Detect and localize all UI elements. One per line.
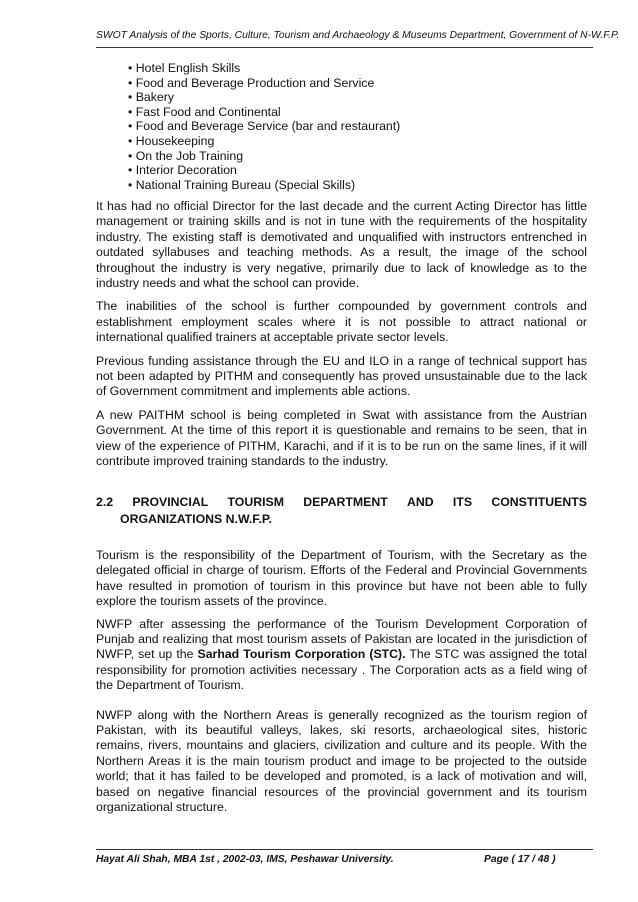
page-number: Page ( 17 / 48 ) bbox=[484, 854, 556, 865]
paragraph-text: The STC was assigned the total responsibility for promotion activities necessary . The Corporation acts as a field wing of the Department of Tourism. bbox=[96, 647, 587, 693]
footer-author: Hayat Ali Shah, MBA 1st , 2002-03, IMS, Peshawar University. bbox=[96, 854, 394, 865]
section-heading bbox=[96, 494, 587, 528]
list-item: • Fast Food and Continental bbox=[128, 104, 281, 119]
body-text-top bbox=[96, 199, 587, 470]
page-footer bbox=[96, 849, 593, 866]
list-item: • Bakery bbox=[128, 90, 174, 105]
list-item: • On the Job Training bbox=[128, 148, 244, 163]
paragraph: The inabilities of the school is further compounded by government controls and establishment employment scales where it is not possible to attract national or international qualified trainers at acceptable private sector levels. bbox=[96, 299, 587, 345]
bullet-list bbox=[128, 61, 400, 192]
heading-word: TOURISM bbox=[227, 495, 284, 509]
paragraph: It has had no official Director for the last decade and the current Acting Director has little management or training skills and is not in tune with the requirements of the hospitality industry. The existing staff is demotivated and unqualified with instructors entrenched in outdated syllabuses and teaching methods. As a result, the image of the school throughout the industry is very negative, primarily due to lack of knowledge as to the industry needs and what the school can provide. bbox=[96, 199, 587, 291]
heading-word: ITS bbox=[452, 495, 473, 509]
heading-word: CONSTITUENTS bbox=[491, 495, 587, 509]
stc-name: Sarhad Tourism Corporation (STC). bbox=[197, 647, 406, 662]
heading-word: PROVINCIAL bbox=[132, 495, 209, 509]
list-item: • Food and Beverage Production and Service bbox=[128, 75, 375, 90]
heading-word: DEPARTMENT bbox=[303, 495, 388, 509]
header-text: SWOT Analysis of the Sports, Culture, Tourism and Archaeology & Museums Department, Government of N-W.F.P. bbox=[96, 30, 620, 41]
section-number: 2.2 bbox=[96, 495, 114, 509]
heading-line-2: ORGANIZATIONS N.W.F.P. bbox=[120, 512, 272, 526]
paragraph: Previous funding assistance through the EU and ILO in a range of technical support has not been adapted by PITHM and consequently has proved unsustainable due to the lack of Government commitment and implements able actions. bbox=[96, 353, 587, 399]
page-header bbox=[96, 30, 620, 48]
list-item: • National Training Bureau (Special Skills) bbox=[128, 177, 356, 192]
paragraph-text: NWFP after assessing the performance of the Tourism Development Corporation of Punjab and realizing that most tourism assets of Pakistan are located in the jurisdiction of NWFP, set up the bbox=[96, 616, 587, 662]
paragraph: A new PAITHM school is being completed in Swat with assistance from the Austrian Government. At the time of this report it is questionable and remains to be seen, that in view of the experience of PITHM, Karachi, and if it is to be run on the same lines, if it will contribute improved training standards to the industry. bbox=[96, 407, 587, 469]
list-item: • Food and Beverage Service (bar and restaurant) bbox=[128, 119, 401, 134]
list-item: • Housekeeping bbox=[128, 133, 215, 148]
paragraph: Tourism is the responsibility of the Department of Tourism, with the Secretary as the delegated official in charge of tourism. Efforts of the Federal and Provincial Governments have resulted in promotion of tourism in this province but have not been able to fully explore the tourism assets of the province. bbox=[96, 548, 587, 609]
heading-word: AND bbox=[406, 495, 434, 509]
list-item: • Hotel English Skills bbox=[128, 61, 241, 75]
paragraph bbox=[96, 617, 587, 694]
paragraph: NWFP along with the Northern Areas is generally recognized as the tourism region of Pakistan, with its beautiful valleys, lakes, ski resorts, archaeological sites, historic remains, rivers, mountains and glaciers, civilization and culture and its people. With the Northern Areas it is the main tourism product and image to be projected to the outside world; that it has failed to be developed and promoted, is a lack of motivation and will, based on negative financial resources of the provincial government and its tourism organizational structure. bbox=[96, 707, 587, 815]
list-item: • Interior Decoration bbox=[128, 163, 237, 178]
body-text-bottom bbox=[96, 548, 587, 816]
